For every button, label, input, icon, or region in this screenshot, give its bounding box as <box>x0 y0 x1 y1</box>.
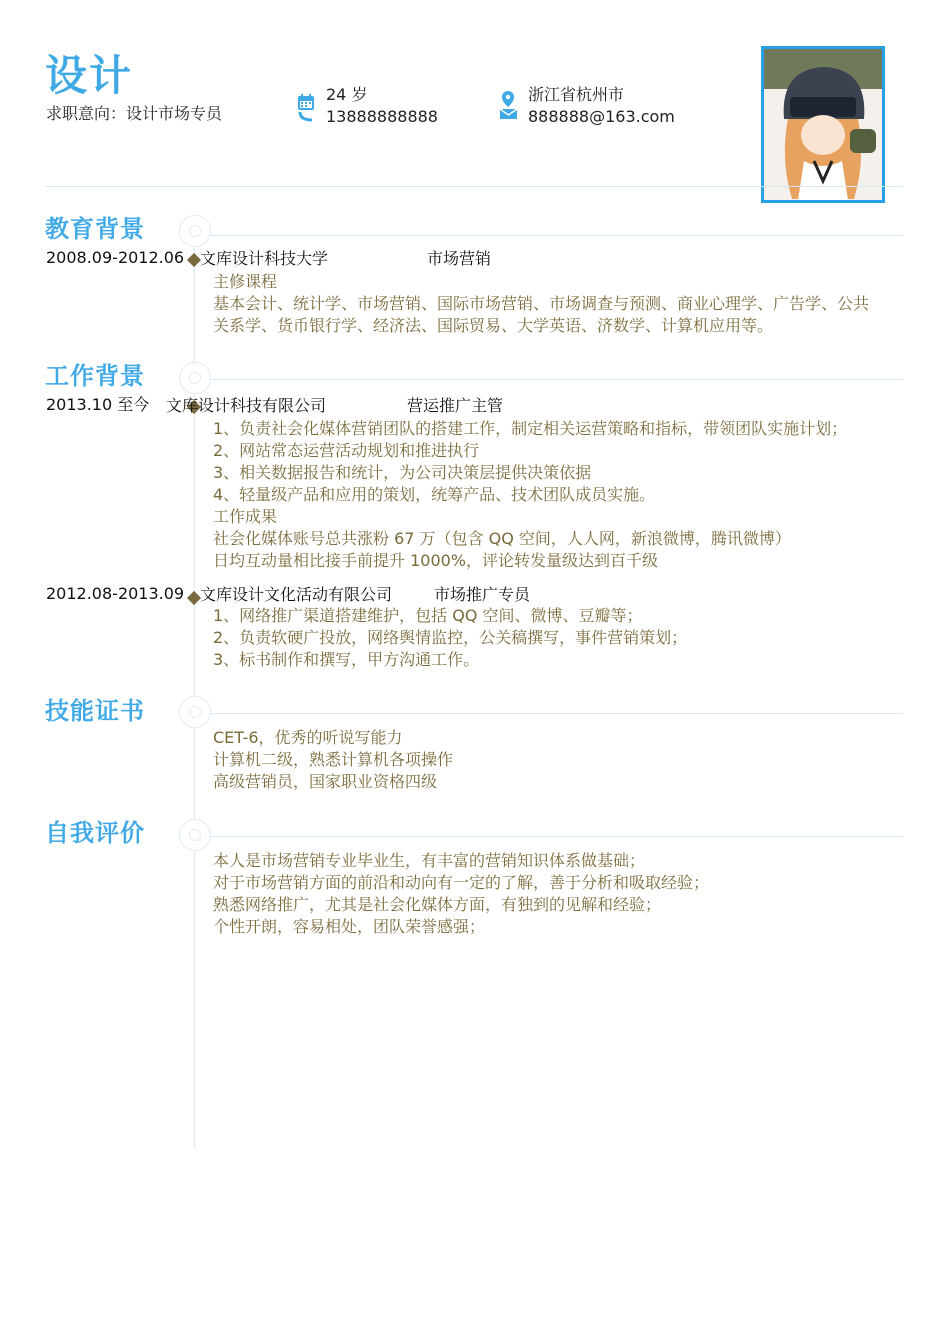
education-line: 关系学、货币银行学、经济法、国际贸易、大学英语、济数学、计算机应用等。 <box>213 316 774 335</box>
section-title-skills: 技能证书 <box>45 697 145 725</box>
skill-line: 高级营销员，国家职业资格四级 <box>213 772 438 791</box>
self-evaluation-line: 对于市场营销方面的前沿和动向有一定的了解，善于分析和吸取经验； <box>213 873 710 892</box>
section-title-work: 工作背景 <box>45 362 145 390</box>
age: 24 岁 <box>326 85 368 104</box>
skill-line: CET-6，优秀的听说写能力 <box>213 728 403 747</box>
phone: 13888888888 <box>326 107 438 126</box>
job-role: 市场推广专员 <box>434 585 531 604</box>
section-title-education: 教育背景 <box>45 215 145 243</box>
section-marker-circle <box>179 362 211 394</box>
timeline-diamond <box>187 253 201 267</box>
job-duty-line: 2、网站常态运营活动规划和推进执行 <box>213 441 480 460</box>
self-evaluation-line: 本人是市场营销专业毕业生，有丰富的营销知识体系做基础； <box>213 851 646 870</box>
section-marker-circle <box>179 696 211 728</box>
job-role: 营运推广主管 <box>407 396 504 415</box>
job-duty-line: 4、轻量级产品和应用的策划，统筹产品、技术团队成员实施。 <box>213 485 656 504</box>
email: 888888@163.com <box>528 107 675 126</box>
section-marker-circle <box>179 215 211 247</box>
education-school: 文库设计科技大学 <box>200 249 329 268</box>
job-date: 2012.08-2013.09 <box>46 584 185 603</box>
self-evaluation-line: 个性开朗，容易相处，团队荣誉感强； <box>213 917 486 936</box>
profile-photo <box>761 46 885 203</box>
job-duty-line: 2、负责软硬广投放，网络舆情监控，公关稿撰写，事件营销策划； <box>213 628 688 647</box>
job-duty-line: 3、相关数据报告和统计，为公司决策层提供决策依据 <box>213 463 592 482</box>
education-major: 市场营销 <box>427 249 492 268</box>
education-line: 基本会计、统计学、市场营销、国际市场营销、市场调查与预测、商业心理学、广告学、公共 <box>213 294 870 313</box>
job-duty-line: 日均互动量相比接手前提升 1000%，评论转发量级达到百千级 <box>213 551 659 570</box>
self-evaluation-line: 熟悉网络推广，尤其是社会化媒体方面，有独到的见解和经验； <box>213 895 662 914</box>
job-intent: 求职意向：设计市场专员 <box>46 104 223 123</box>
candidate-name: 设计 <box>45 51 134 100</box>
section-marker-circle <box>179 819 211 851</box>
job-duty-line: 1、负责社会化媒体营销团队的搭建工作，制定相关运营策略和指标，带领团队实施计划； <box>213 419 848 438</box>
job-company: 文库设计文化活动有限公司 <box>200 585 393 604</box>
job-duty-line: 3、标书制作和撰写，甲方沟通工作。 <box>213 650 480 669</box>
job-date: 2013.10 至今 <box>46 395 150 414</box>
location-mail-icon <box>498 90 520 120</box>
skill-line: 计算机二级，熟悉计算机各项操作 <box>213 750 454 769</box>
education-date: 2008.09-2012.06 <box>46 248 185 267</box>
section-title-self-evaluation: 自我评价 <box>45 819 145 847</box>
education-line: 主修课程 <box>213 272 278 291</box>
location: 浙江省杭州市 <box>528 85 625 104</box>
calendar-phone-icon <box>296 92 318 122</box>
timeline-diamond <box>187 591 201 605</box>
job-company: 文库设计科技有限公司 <box>166 396 327 415</box>
job-duty-line: 社会化媒体账号总共涨粉 67 万（包含 QQ 空间，人人网，新浪微博，腾讯微博） <box>213 529 791 548</box>
job-duty-line: 工作成果 <box>213 507 278 526</box>
job-duty-line: 1、网络推广渠道搭建维护，包括 QQ 空间、微博、豆瓣等； <box>213 606 643 625</box>
